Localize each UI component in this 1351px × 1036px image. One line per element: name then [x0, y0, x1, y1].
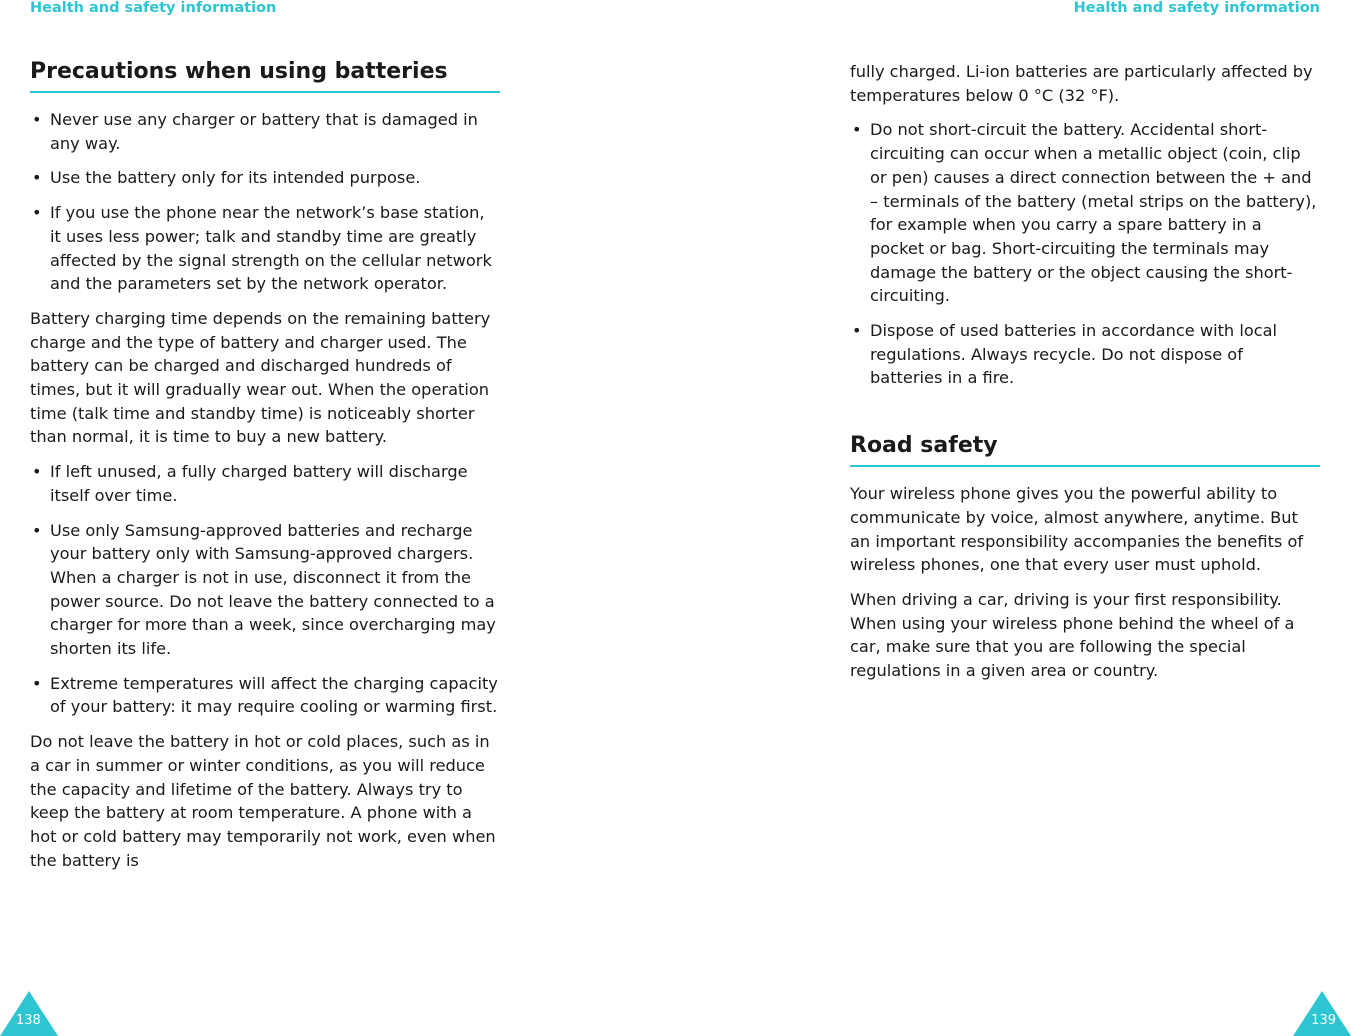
bullet-list — [30, 460, 500, 719]
right-page — [676, 0, 1351, 1036]
list-item: • Use the battery only for its intended purpose. — [30, 166, 500, 190]
bullet-list — [850, 118, 1320, 390]
left-column — [30, 58, 500, 883]
paragraph: Battery charging time depends on the remaining battery charge and the type of battery and charger used. The battery can be charged and discharged hundreds of times, but it will gradually wear out. When the operation time (talk time and standby time) is noticeably shorter than normal, it is time to buy a new battery. — [30, 308, 491, 447]
list-item: • Extreme temperatures will affect the charging capacity of your battery: it may require cooling or warming first. — [30, 672, 500, 719]
left-page — [0, 0, 675, 1036]
section-title: Precautions when using batteries — [30, 58, 500, 93]
page-number: 139 — [1311, 1013, 1336, 1028]
paragraph: When driving a car, driving is your first responsibility. When using your wireless phone behind the wheel of a car, make sure that you are following the special regulations in a given area or country. — [850, 589, 1295, 681]
list-item: • If left unused, a fully charged battery will discharge itself over time. — [30, 460, 500, 507]
list-item: • Do not short-circuit the battery. Accidental short-circuiting can occur when a metallic object (coin, clip or pen) causes a direct connection between the + and – terminals of the battery (metal strips on the battery), for example when you carry a spare battery in a pocket or bag. Short-circuiting the terminals may damage the battery or the object causing the short-circuiting. — [850, 118, 1320, 308]
list-item: • Never use any charger or battery that is damaged in any way. — [30, 108, 500, 155]
paragraph: Do not leave the battery in hot or cold places, such as in a car in summer or winter conditions, as you will reduce the capacity and lifetime of the battery. Always try to keep the battery at room temperature. A phone with a hot or cold battery may temporarily not work, even when the battery is — [30, 732, 496, 870]
list-item: • If you use the phone near the network’s base station, it uses less power; talk and standby time are greatly affected by the signal strength on the cellular network and the parameters set by the network operator. — [30, 201, 500, 296]
page-number: 138 — [16, 1013, 41, 1028]
list-item: • Use only Samsung-approved batteries and recharge your battery only with Samsung-approved chargers. When a charger is not in use, disconnect it from the power source. Do not leave the battery connected to a charger for more than a week, since overcharging may shorten its life. — [30, 519, 500, 661]
section-title: Road safety — [850, 432, 1320, 467]
paragraph: Your wireless phone gives you the powerful ability to communicate by voice, almost anywhere, anytime. But an important responsibility accompanies the benefits of wireless phones, one that every user must uphold. — [850, 484, 1304, 575]
running-header: Health and safety information — [30, 0, 277, 16]
list-item: • Dispose of used batteries in accordance with local regulations. Always recycle. Do not dispose of batteries in a fire. — [850, 319, 1320, 390]
right-column — [850, 60, 1320, 694]
bullet-list — [30, 108, 500, 296]
running-header: Health and safety information — [1073, 0, 1320, 16]
paragraph: fully charged. Li-ion batteries are particularly affected by temperatures below 0 °C (32 °F). — [850, 62, 1313, 105]
